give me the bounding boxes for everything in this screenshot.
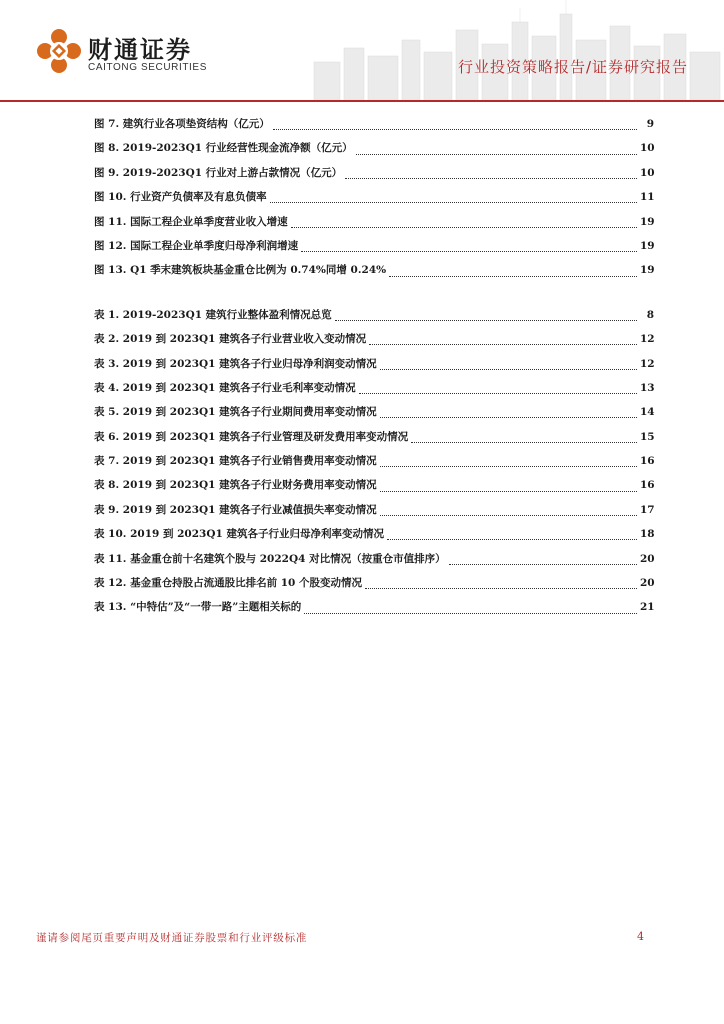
page-header: [0, 0, 724, 104]
header-divider: [0, 100, 724, 102]
figure-entry[interactable]: [94, 187, 654, 211]
figure-entry-page: 11: [640, 191, 655, 204]
figure-entry-title: 图 8. 2019-2023Q1 行业经营性现金流净额（亿元）: [94, 142, 353, 155]
figure-entry-title: 图 9. 2019-2023Q1 行业对上游占款情况（亿元）: [94, 166, 343, 179]
dot-leader: [380, 490, 637, 492]
table-entry[interactable]: [94, 378, 654, 402]
figure-entry[interactable]: [94, 114, 654, 138]
figure-entry[interactable]: [94, 260, 654, 284]
table-index-list: [94, 305, 654, 622]
table-entry-title: 表 12. 基金重仓持股占流通股比排名前 10 个股变动情况: [94, 577, 363, 590]
table-entry-page: 16: [640, 479, 655, 492]
table-entry[interactable]: [94, 427, 654, 451]
table-entry-page: 8: [646, 308, 654, 321]
table-entry[interactable]: [94, 354, 654, 378]
table-entry-page: 12: [640, 333, 655, 346]
dot-leader: [380, 368, 637, 370]
figure-entry[interactable]: [94, 163, 654, 187]
table-entry-page: 12: [640, 357, 655, 370]
table-entry-title: 表 3. 2019 到 2023Q1 建筑各子行业归母净利润变动情况: [94, 357, 377, 370]
table-entry-page: 14: [640, 406, 655, 419]
table-entry-page: 17: [640, 503, 655, 516]
table-entry-title: 表 7. 2019 到 2023Q1 建筑各子行业销售费用率变动情况: [94, 455, 377, 468]
dot-leader: [449, 563, 637, 565]
dot-leader: [291, 226, 637, 228]
table-entry[interactable]: [94, 475, 654, 499]
figure-entry-title: 图 7. 建筑行业各项垫资结构（亿元）: [94, 118, 270, 130]
table-entry-title: 表 6. 2019 到 2023Q1 建筑各子行业管理及研发费用率变动情况: [94, 430, 409, 443]
dot-leader: [356, 153, 637, 155]
table-entry[interactable]: [94, 402, 654, 426]
dot-leader: [270, 201, 637, 203]
dot-leader: [304, 612, 637, 614]
table-entry-page: 13: [640, 381, 655, 394]
table-entry[interactable]: [94, 305, 654, 329]
dot-leader: [369, 343, 637, 345]
table-entry-title: 表 10. 2019 到 2023Q1 建筑各子行业归母净利率变动情况: [94, 528, 384, 541]
table-entry-title: 表 1. 2019-2023Q1 建筑行业整体盈利情况总览: [94, 308, 332, 321]
figure-index-list: [94, 114, 654, 285]
table-entry-title: 表 2. 2019 到 2023Q1 建筑各子行业营业收入变动情况: [94, 333, 367, 346]
dot-leader: [335, 319, 637, 321]
dot-leader: [359, 392, 637, 394]
dot-leader: [380, 514, 637, 516]
table-entry[interactable]: [94, 549, 654, 573]
dot-leader: [301, 250, 637, 252]
figure-entry[interactable]: [94, 138, 654, 162]
table-entry-title: 表 13. “中特估”及“一带一路”主题相关标的: [94, 601, 302, 614]
figure-entry-title: 图 13. Q1 季末建筑板块基金重仓比例为 0.74%同增 0.24%: [94, 264, 387, 277]
table-entry-title: 表 4. 2019 到 2023Q1 建筑各子行业毛利率变动情况: [94, 381, 356, 394]
table-entry-title: 表 11. 基金重仓前十名建筑个股与 2022Q4 对比情况（按重仓市值排序）: [94, 552, 446, 565]
figure-entry-page: 10: [640, 142, 655, 155]
logo-chinese-name: 财通证券: [88, 36, 192, 64]
figure-entry[interactable]: [94, 236, 654, 260]
city-skyline-graphic: [304, 0, 724, 100]
figure-entry[interactable]: [94, 212, 654, 236]
table-entry-page: 18: [640, 528, 655, 541]
figure-entry-page: 10: [640, 166, 655, 179]
dot-leader: [273, 128, 637, 130]
dot-leader: [389, 275, 637, 277]
table-entry-page: 20: [640, 577, 655, 590]
figure-entry-page: 19: [640, 215, 655, 228]
figure-entry-page: 19: [640, 264, 655, 277]
figure-entry-page: 19: [640, 239, 655, 252]
table-entry-title: 表 9. 2019 到 2023Q1 建筑各子行业减值损失率变动情况: [94, 503, 377, 516]
table-entry-page: 15: [640, 430, 655, 443]
table-entry[interactable]: [94, 329, 654, 353]
table-entry-title: 表 5. 2019 到 2023Q1 建筑各子行业期间费用率变动情况: [94, 406, 377, 419]
table-entry[interactable]: [94, 573, 654, 597]
table-entry[interactable]: [94, 597, 654, 621]
company-logo: [36, 28, 226, 78]
figure-entry-title: 图 12. 国际工程企业单季度归母净利润增速: [94, 239, 299, 252]
dot-leader: [411, 441, 637, 443]
figure-entry-title: 图 11. 国际工程企业单季度营业收入增速: [94, 215, 288, 228]
table-entry[interactable]: [94, 524, 654, 548]
table-entry-page: 20: [640, 552, 655, 565]
figure-entry-title: 图 10. 行业资产负债率及有息负债率: [94, 191, 267, 204]
dot-leader: [345, 177, 637, 179]
page-number: 4: [637, 930, 644, 943]
table-entry-title: 表 8. 2019 到 2023Q1 建筑各子行业财务费用率变动情况: [94, 479, 377, 492]
table-entry-page: 21: [640, 601, 655, 614]
table-entry-page: 16: [640, 455, 655, 468]
logo-english-name: CAITONG SECURITIES: [88, 62, 207, 73]
report-type-label: 行业投资策略报告/证券研究报告: [457, 58, 688, 76]
figure-entry-page: 9: [646, 118, 654, 130]
table-entry[interactable]: [94, 451, 654, 475]
dot-leader: [387, 538, 637, 540]
table-entry[interactable]: [94, 500, 654, 524]
caitong-logo-icon: [36, 28, 82, 74]
dot-leader: [380, 465, 637, 467]
disclaimer-note: 谨请参阅尾页重要声明及财通证券股票和行业评级标准: [36, 932, 308, 944]
dot-leader: [380, 416, 637, 418]
table-of-contents: [94, 114, 654, 622]
dot-leader: [365, 587, 637, 589]
